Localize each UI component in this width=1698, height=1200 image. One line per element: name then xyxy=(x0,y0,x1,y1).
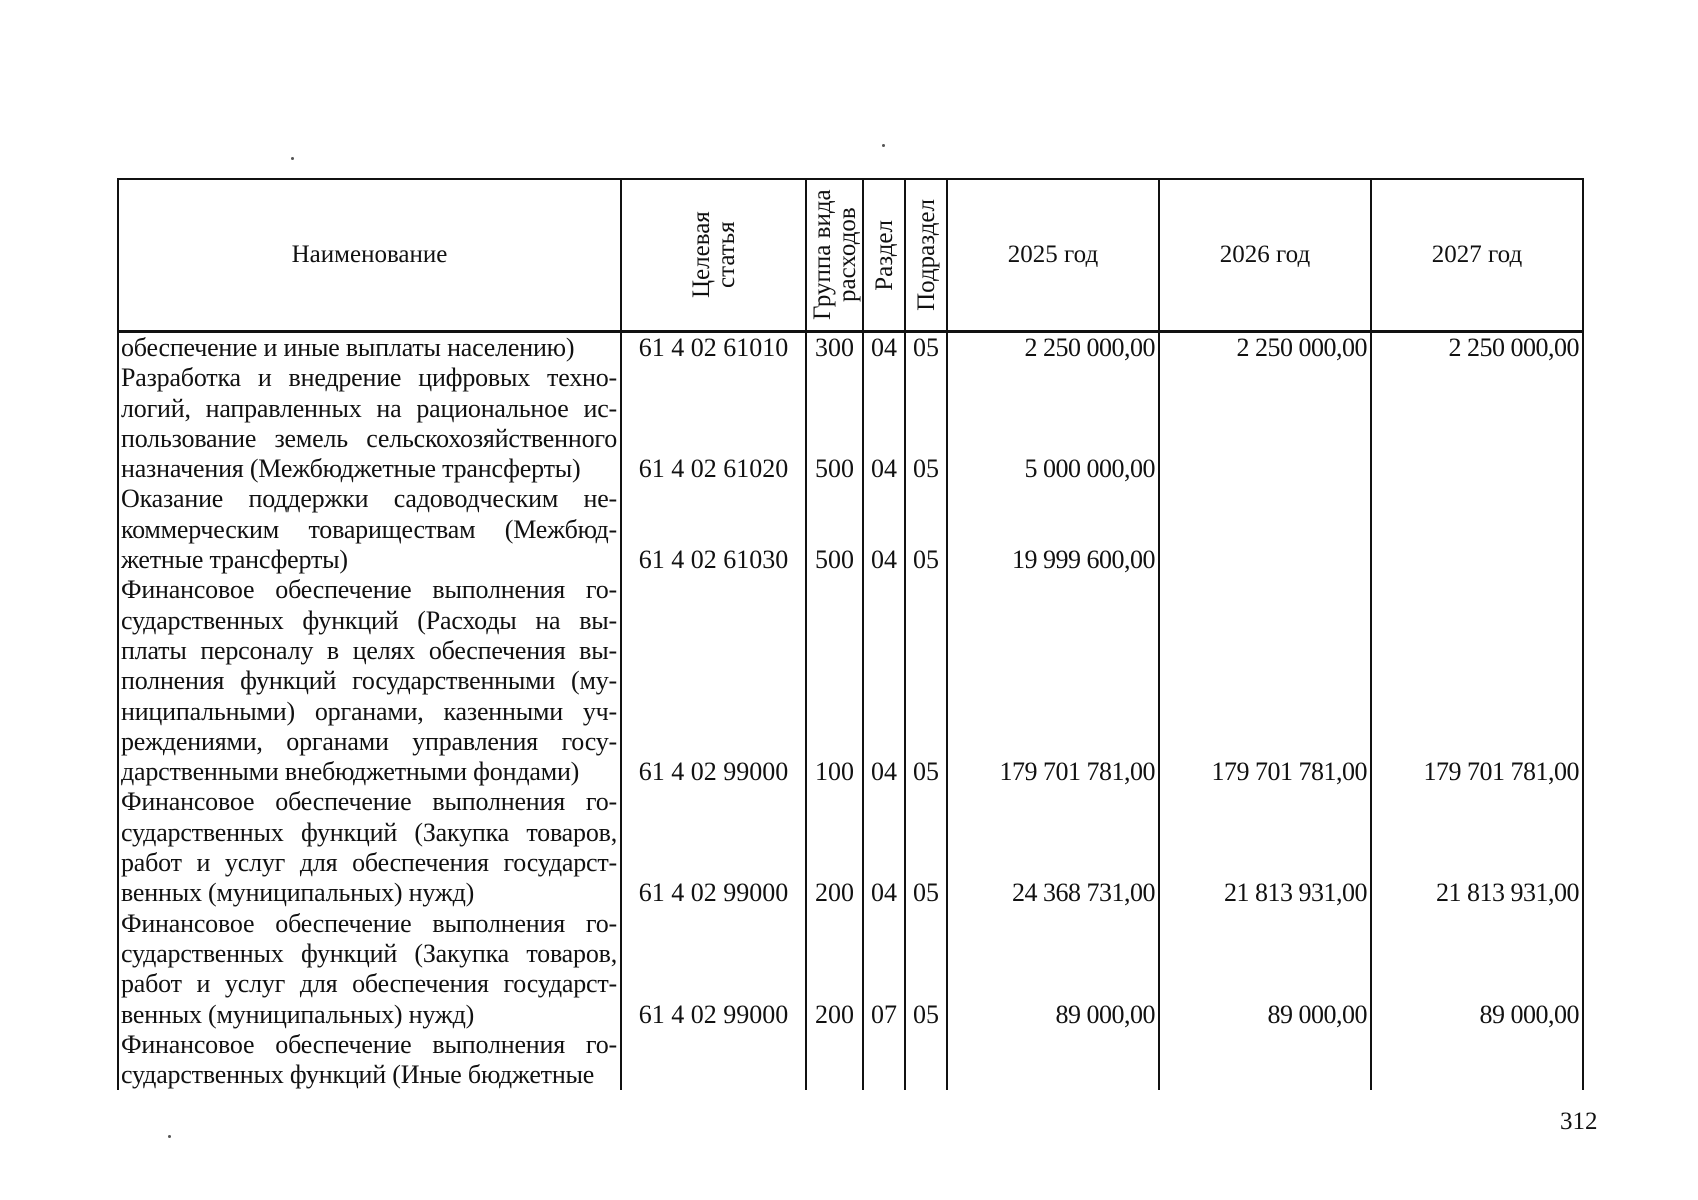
row-name: обеспечение и иные выплаты населению) xyxy=(118,332,621,364)
row-subsection: 05 xyxy=(905,909,947,1030)
row-section: 07 xyxy=(863,909,905,1030)
table-row xyxy=(118,575,1583,787)
row-group: 500 xyxy=(806,484,863,575)
row-target xyxy=(621,1030,806,1091)
row-target: 61 4 02 99000 xyxy=(621,909,806,1030)
row-group: 300 xyxy=(806,332,863,364)
row-2026 xyxy=(1159,363,1371,484)
header-row xyxy=(118,179,1583,332)
page-number: 312 xyxy=(1560,1108,1598,1135)
row-target: 61 4 02 99000 xyxy=(621,787,806,908)
row-target: 61 4 02 61010 xyxy=(621,332,806,364)
row-group: 500 xyxy=(806,363,863,484)
budget-table xyxy=(117,178,1584,1090)
row-2027: 2 250 000,00 xyxy=(1371,332,1583,364)
row-group: 100 xyxy=(806,575,863,787)
row-subsection: 05 xyxy=(905,787,947,908)
row-2026 xyxy=(1159,484,1371,575)
row-2026: 179 701 781,00 xyxy=(1159,575,1371,787)
table-row xyxy=(118,787,1583,908)
row-2025: 2 250 000,00 xyxy=(947,332,1159,364)
scan-speck xyxy=(882,144,885,147)
row-2025 xyxy=(947,1030,1159,1091)
row-2025: 19 999 600,00 xyxy=(947,484,1159,575)
row-2027: 89 000,00 xyxy=(1371,909,1583,1030)
row-2026: 89 000,00 xyxy=(1159,909,1371,1030)
header-group: Группа вида расходов xyxy=(806,179,863,332)
header-2027: 2027 год xyxy=(1371,179,1583,332)
header-2026: 2026 год xyxy=(1159,179,1371,332)
row-2025: 179 701 781,00 xyxy=(947,575,1159,787)
row-group: 200 xyxy=(806,787,863,908)
row-2027: 21 813 931,00 xyxy=(1371,787,1583,908)
table-row xyxy=(118,363,1583,484)
row-section: 04 xyxy=(863,575,905,787)
row-section xyxy=(863,1030,905,1091)
row-name: Финансовое обеспечение выполнения го-сударственных функций (Закупка товаров, работ и услуг для обеспечения государст-венных (муниципальных) нужд) xyxy=(118,909,621,1030)
row-section: 04 xyxy=(863,484,905,575)
row-2025: 5 000 000,00 xyxy=(947,363,1159,484)
header-2025: 2025 год xyxy=(947,179,1159,332)
header-name: Наименование xyxy=(118,179,621,332)
row-subsection: 05 xyxy=(905,332,947,364)
row-2027: 179 701 781,00 xyxy=(1371,575,1583,787)
row-2026 xyxy=(1159,1030,1371,1091)
table-row xyxy=(118,909,1583,1030)
row-subsection: 05 xyxy=(905,484,947,575)
row-section: 04 xyxy=(863,787,905,908)
row-2027 xyxy=(1371,363,1583,484)
row-target: 61 4 02 61020 xyxy=(621,363,806,484)
row-name: Финансовое обеспечение выполнения го-сударственных функций (Иные бюджетные xyxy=(118,1030,621,1091)
row-section: 04 xyxy=(863,363,905,484)
row-target: 61 4 02 99000 xyxy=(621,575,806,787)
table-row xyxy=(118,484,1583,575)
row-name: Разработка и внедрение цифровых техно-логий, направленных на рациональное ис-пользование земель сельскохозяйственного назначения (Межбюджетные трансферты) xyxy=(118,363,621,484)
row-2027 xyxy=(1371,1030,1583,1091)
table-row xyxy=(118,1030,1583,1091)
header-subsection: Подраздел xyxy=(905,179,947,332)
row-2027 xyxy=(1371,484,1583,575)
header-target: Целевая статья xyxy=(621,179,806,332)
row-subsection: 05 xyxy=(905,363,947,484)
row-section: 04 xyxy=(863,332,905,364)
row-name: Оказание поддержки садоводческим не-коммерческим товариществам (Межбюд-жетные трансферты) xyxy=(118,484,621,575)
row-subsection xyxy=(905,1030,947,1091)
row-2025: 89 000,00 xyxy=(947,909,1159,1030)
row-group xyxy=(806,1030,863,1091)
row-2026: 2 250 000,00 xyxy=(1159,332,1371,364)
row-2026: 21 813 931,00 xyxy=(1159,787,1371,908)
row-subsection: 05 xyxy=(905,575,947,787)
row-2025: 24 368 731,00 xyxy=(947,787,1159,908)
table-row xyxy=(118,332,1583,364)
row-name: Финансовое обеспечение выполнения го-сударственных функций (Расходы на вы-платы персоналу в целях обеспечения вы-полнения функций государственными (му-ниципальными) органами, казенными уч-реждениями, органами управления госу-дарственными внебюджетными фондами) xyxy=(118,575,621,787)
scan-speck xyxy=(168,1135,171,1138)
row-group: 200 xyxy=(806,909,863,1030)
row-target: 61 4 02 61030 xyxy=(621,484,806,575)
scan-speck xyxy=(291,157,294,160)
header-section: Раздел xyxy=(863,179,905,332)
row-name: Финансовое обеспечение выполнения го-сударственных функций (Закупка товаров, работ и услуг для обеспечения государст-венных (муниципальных) нужд) xyxy=(118,787,621,908)
